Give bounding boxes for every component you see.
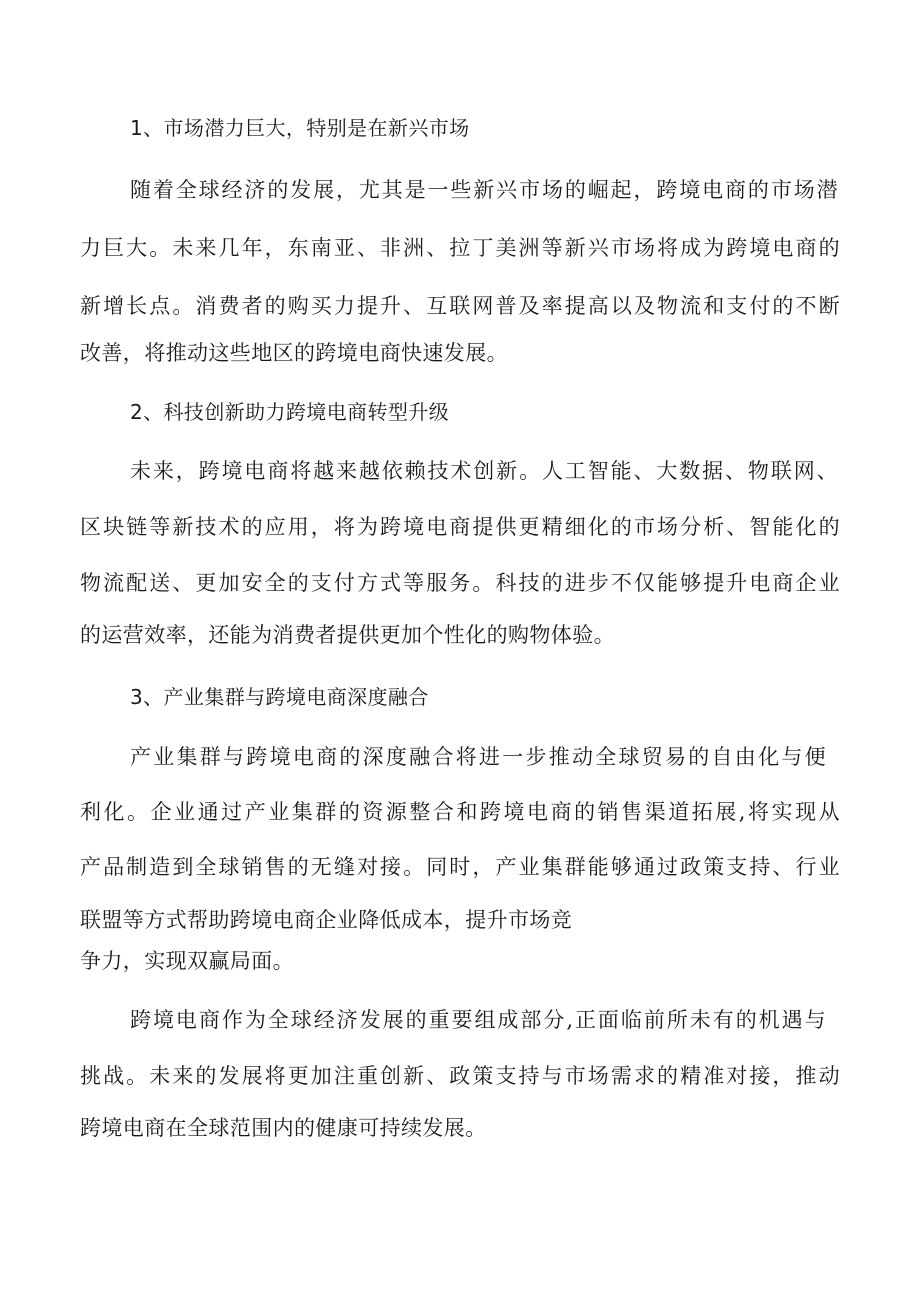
section-2-paragraph-line: 物流配送、更加安全的支付方式等服务。科技的进步不仅能够提升电商企业 <box>80 571 840 595</box>
section-1-paragraph-line: 随着全球经济的发展，尤其是一些新兴市场的崛起，跨境电商的市场潜 <box>130 178 838 202</box>
section-2-paragraph-line: 区块链等新技术的应用，将为跨境电商提供更精细化的市场分析、智能化的 <box>80 515 840 539</box>
section-3-paragraph-line: 产品制造到全球销售的无缝对接。同时，产业集群能够通过政策支持、行业 <box>80 855 840 879</box>
section-1-heading: 1、市场潜力巨大，特别是在新兴市场 <box>130 116 470 140</box>
section-2-paragraph-line: 未来，跨境电商将越来越依赖技术创新。人工智能、大数据、物联网、 <box>130 459 838 483</box>
section-3-paragraph-line: 产业集群与跨境电商的深度融合将进一步推动全球贸易的自由化与便 <box>130 745 826 769</box>
section-2-heading: 2、科技创新助力跨境电商转型升级 <box>130 400 450 424</box>
section-3-paragraph-line: 联盟等方式帮助跨境电商企业降低成本，提升市场竞 <box>80 908 573 932</box>
section-3-heading: 3、产业集群与跨境电商深度融合 <box>130 685 429 709</box>
conclusion-paragraph-line: 挑战。未来的发展将更加注重创新、政策支持与市场需求的精准对接，推动 <box>80 1064 840 1088</box>
section-1-paragraph-line: 力巨大。未来几年，东南亚、非洲、拉丁美洲等新兴市场将成为跨境电商的 <box>80 236 840 260</box>
section-1-paragraph-line: 新增长点。消费者的购买力提升、互联网普及率提高以及物流和支付的不断 <box>80 294 840 318</box>
conclusion-paragraph-line: 跨境电商在全球范围内的健康可持续发展。 <box>80 1116 487 1140</box>
section-1-paragraph-line: 改善，将推动这些地区的跨境电商快速发展。 <box>80 341 508 365</box>
section-2-paragraph-line: 的运营效率，还能为消费者提供更加个性化的购物体验。 <box>80 623 615 647</box>
section-3-paragraph-line: 争力，实现双赢局面。 <box>80 949 294 973</box>
section-3-paragraph-line: 利化。企业通过产业集群的资源整合和跨境电商的销售渠道拓展,将实现从 <box>80 800 840 824</box>
conclusion-paragraph-line: 跨境电商作为全球经济发展的重要组成部分,正面临前所未有的机遇与 <box>130 1008 826 1032</box>
